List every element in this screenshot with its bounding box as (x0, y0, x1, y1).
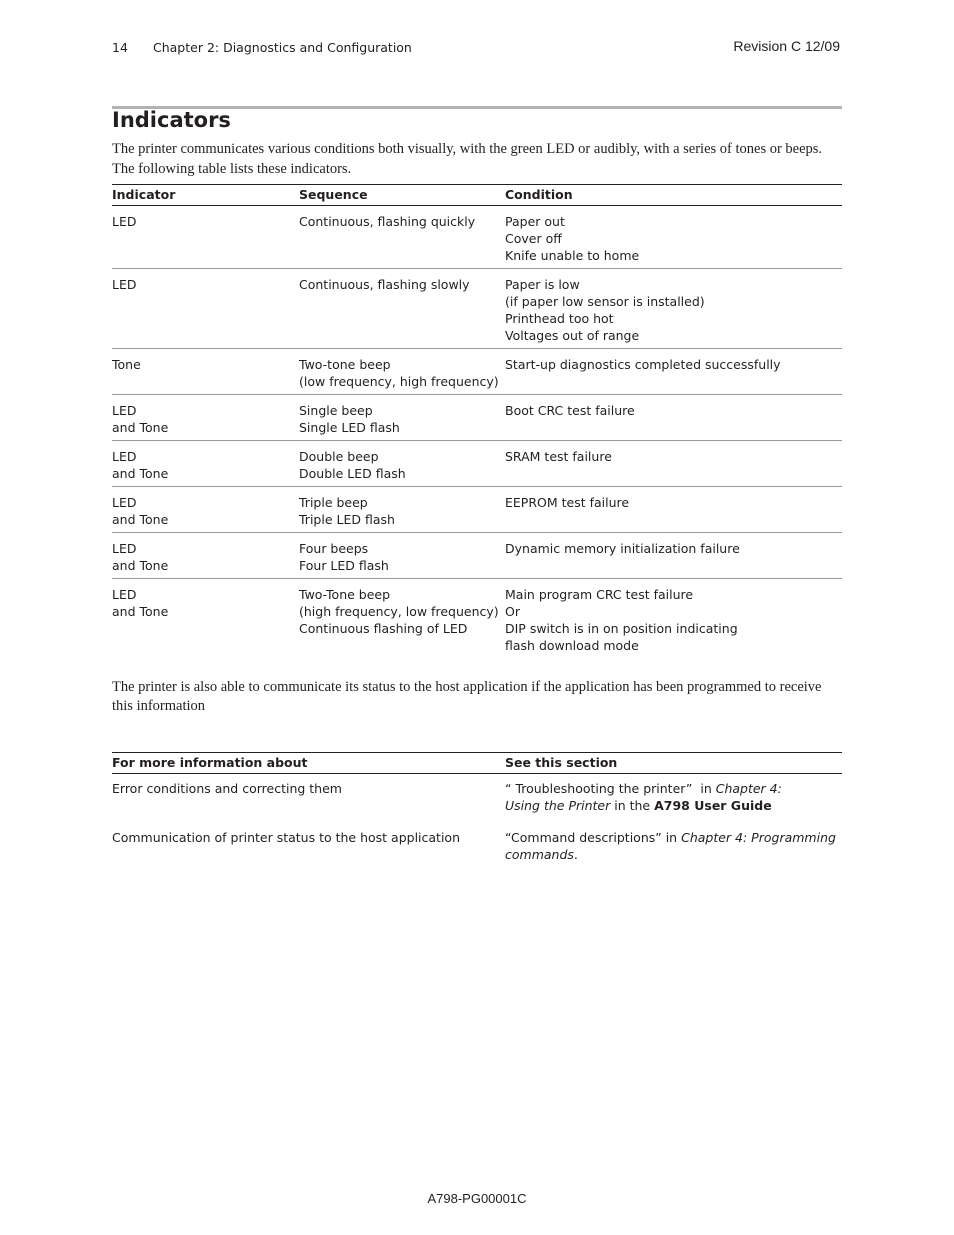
cell-line: Continuous, flashing quickly (299, 214, 476, 229)
column-header-about: For more information about (112, 753, 505, 774)
condition-cell (505, 579, 842, 659)
section-title: Indicators (112, 108, 231, 132)
table-row (112, 823, 842, 872)
cell-line: LED (112, 214, 137, 229)
indicator-cell (112, 579, 299, 659)
column-header-indicator: Indicator (112, 185, 299, 206)
cell-line: Or (505, 604, 520, 619)
cell-line: Four beeps (299, 541, 369, 556)
table-row (112, 774, 842, 824)
table-header-row (112, 753, 842, 774)
cell-line: EEPROM test failure (505, 495, 630, 510)
table-row (112, 487, 842, 533)
chapter-reference: Using the Printer (505, 798, 611, 813)
cell-line: LED (112, 403, 137, 418)
cell-line: DIP switch is in on position indicating (505, 621, 738, 636)
indicator-cell (112, 206, 299, 269)
cell-line: Double LED flash (299, 466, 406, 481)
page-footer: A798-PG00001C (427, 1191, 527, 1206)
cell-line: Paper out (505, 214, 565, 229)
cell-line: Boot CRC test failure (505, 403, 635, 418)
cell-line: (high frequency, low frequency) (299, 604, 499, 619)
sequence-cell (299, 487, 505, 533)
cell-line: Single LED flash (299, 420, 400, 435)
reference-text: “Command descriptions” in (505, 830, 682, 845)
cell-line: Two-tone beep (299, 357, 391, 372)
chapter-reference: commands (505, 847, 574, 862)
condition-cell (505, 487, 842, 533)
cell-line: and Tone (112, 604, 169, 619)
guide-reference: A798 User Guide (654, 798, 772, 813)
sequence-cell (299, 349, 505, 395)
indicators-table-body (112, 206, 842, 659)
indicator-cell (112, 349, 299, 395)
info-reference (505, 823, 842, 872)
status-paragraph: The printer is also able to communicate its status to the host application if the application has been programmed to receive this information (112, 679, 822, 714)
table-row (112, 579, 842, 659)
cell-line: Printhead too hot (505, 311, 614, 326)
cell-line: Voltages out of range (505, 328, 640, 343)
cell-line: Tone (112, 357, 141, 372)
revision-label: Revision C 12/09 (733, 38, 840, 54)
page-number: 14 (112, 40, 128, 55)
cell-line: Triple LED flash (299, 512, 395, 527)
sequence-cell (299, 269, 505, 349)
condition-cell (505, 395, 842, 441)
cell-line: LED (112, 587, 137, 602)
cell-line: Continuous flashing of LED (299, 621, 468, 636)
indicators-table (112, 184, 842, 658)
table-row (112, 349, 842, 395)
cell-line: Cover off (505, 231, 562, 246)
column-header-see-section: See this section (505, 753, 842, 774)
cell-line: and Tone (112, 466, 169, 481)
chapter-reference: Chapter 4: Programming (681, 830, 836, 845)
condition-cell (505, 269, 842, 349)
cell-line: flash download mode (505, 638, 639, 653)
cell-line: and Tone (112, 558, 169, 573)
chapter-title: Chapter 2: Diagnostics and Configuration (153, 40, 412, 55)
table-row (112, 441, 842, 487)
sequence-cell (299, 579, 505, 659)
indicator-cell (112, 441, 299, 487)
cell-line: SRAM test failure (505, 449, 612, 464)
reference-text: in the (610, 798, 655, 813)
cell-line: (if paper low sensor is installed) (505, 294, 705, 309)
condition-cell (505, 206, 842, 269)
info-reference (505, 774, 842, 824)
more-info-table (112, 752, 842, 872)
cell-line: Two-Tone beep (299, 587, 391, 602)
sequence-cell (299, 395, 505, 441)
cell-line: (low frequency, high frequency) (299, 374, 499, 389)
chapter-reference: Chapter 4: (715, 781, 782, 796)
table-row (112, 206, 842, 269)
table-header-row (112, 185, 842, 206)
sequence-cell (299, 533, 505, 579)
condition-cell (505, 349, 842, 395)
cell-line: Knife unable to home (505, 248, 640, 263)
indicator-cell (112, 533, 299, 579)
sequence-cell (299, 441, 505, 487)
indicator-cell (112, 487, 299, 533)
cell-line: Single beep (299, 403, 373, 418)
cell-line: LED (112, 495, 137, 510)
reference-text: “ Troubleshooting the printer” in (505, 781, 716, 796)
cell-line: Continuous, flashing slowly (299, 277, 470, 292)
cell-line: Paper is low (505, 277, 580, 292)
indicator-cell (112, 269, 299, 349)
intro-paragraph: The printer communicates various conditions both visually, with the green LED or audibly, with a series of tones or beeps. The following table lists these indicators. (112, 141, 823, 177)
column-header-sequence: Sequence (299, 185, 505, 206)
table-row (112, 269, 842, 349)
cell-line: Start-up diagnostics completed successfully (505, 357, 781, 372)
cell-line: Double beep (299, 449, 379, 464)
condition-cell (505, 441, 842, 487)
cell-line: Dynamic memory initialization failure (505, 541, 740, 556)
cell-line: Triple beep (299, 495, 368, 510)
cell-line: and Tone (112, 512, 169, 527)
info-topic: Communication of printer status to the host application (112, 830, 460, 845)
info-topic: Error conditions and correcting them (112, 781, 342, 796)
cell-line: LED (112, 277, 137, 292)
table-row (112, 395, 842, 441)
sequence-cell (299, 206, 505, 269)
cell-line: LED (112, 541, 137, 556)
cell-line: Four LED flash (299, 558, 389, 573)
table-row (112, 533, 842, 579)
reference-text: . (573, 847, 578, 862)
column-header-condition: Condition (505, 185, 842, 206)
cell-line: Main program CRC test failure (505, 587, 694, 602)
indicator-cell (112, 395, 299, 441)
cell-line: LED (112, 449, 137, 464)
condition-cell (505, 533, 842, 579)
cell-line: and Tone (112, 420, 169, 435)
